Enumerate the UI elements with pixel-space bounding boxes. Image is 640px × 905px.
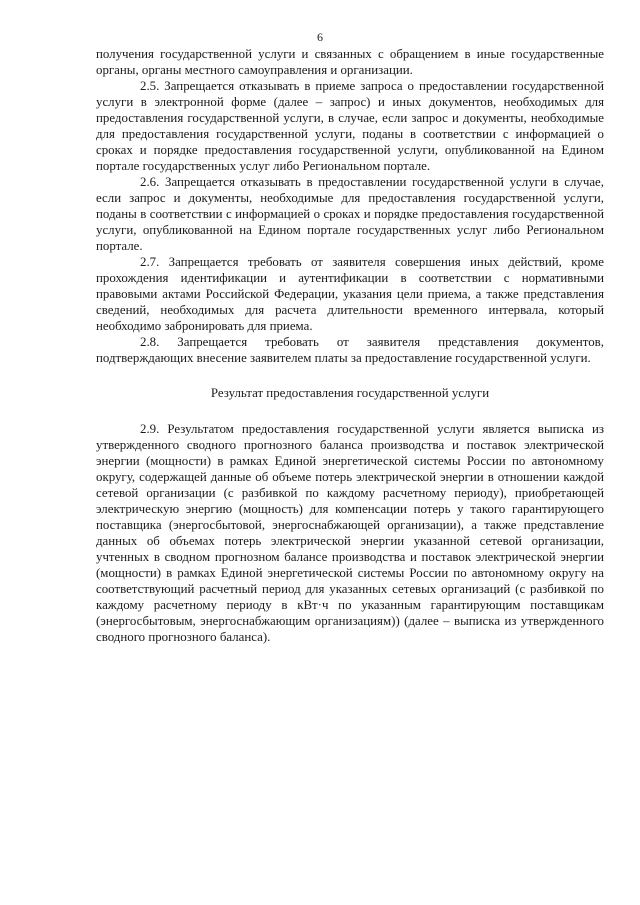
paragraph-continuation: получения государственной услуги и связанных с обращением в иные государственные органы, органы местного самоуправления и организации. <box>96 47 604 77</box>
paragraph-2-9: 2.9. Результатом предоставления государственной услуги является выписка из утвержденного сводного прогнозного баланса производства и поставок электрической энергии (мощности) в рамках Единой энергетической системы России по автономному округу, содержащей данные об объеме потерь электрической энергии в отношении каждой сетевой организации (с разбивкой по каждому расчетному периоду), приобретающей электрическую энергию (мощность) для компенсации потерь у такого гарантирующего поставщика (энергосбытовой, энергоснабжающей организации), а также представление данных об объемах потерь электрической энергии указанной сетевой организации, учтенных в сводном прогнозном балансе производства и поставок электрической энергии (мощности) в рамках Единой энергетической системы России по автономному округу на соответствующий расчетный период для указанных сетевых организаций (с разбивкой по каждому расчетному периоду в кВт·ч по указанным гарантирующим поставщикам (энергосбытовым, энергоснабжающим организациям)) (далее – выписка из утвержденного сводного прогнозного баланса). <box>96 422 604 644</box>
document-body <box>96 46 604 645</box>
paragraph-2-5: 2.5. Запрещается отказывать в приеме запроса о предоставлении государственной услуги в электронной форме (далее – запрос) и иных документов, необходимых для предоставления государственной услуги, в случае, если запрос и документы, необходимые для предоставления государственной услуги, поданы в соответствии с информацией о сроках и порядке предоставления государственной услуги, опубликованной на Едином портале государственных услуг либо Региональном портале. <box>96 79 604 173</box>
page-number: 6 <box>317 30 323 44</box>
paragraph-2-7: 2.7. Запрещается требовать от заявителя совершения иных действий, кроме прохождения идентификации и аутентификации в соответствии с нормативными правовыми актами Российской Федерации, указания цели приема, а также представления сведений, необходимых для расчета длительности временного интервала, который необходимо забронировать для приема. <box>96 255 604 333</box>
paragraph-2-8: 2.8. Запрещается требовать от заявителя представления документов, подтверждающих внесение заявителем платы за предоставление государственной услуги. <box>96 335 604 365</box>
section-heading: Результат предоставления государственной услуги <box>210 386 490 400</box>
paragraph-2-6: 2.6. Запрещается отказывать в предоставлении государственной услуги в случае, если запрос и документы, необходимые для предоставления государственной услуги, поданы в соответствии с информацией о сроках и порядке предоставления государственной услуги, опубликованной на Едином портале государственных услуг либо Региональном портале. <box>96 175 604 253</box>
